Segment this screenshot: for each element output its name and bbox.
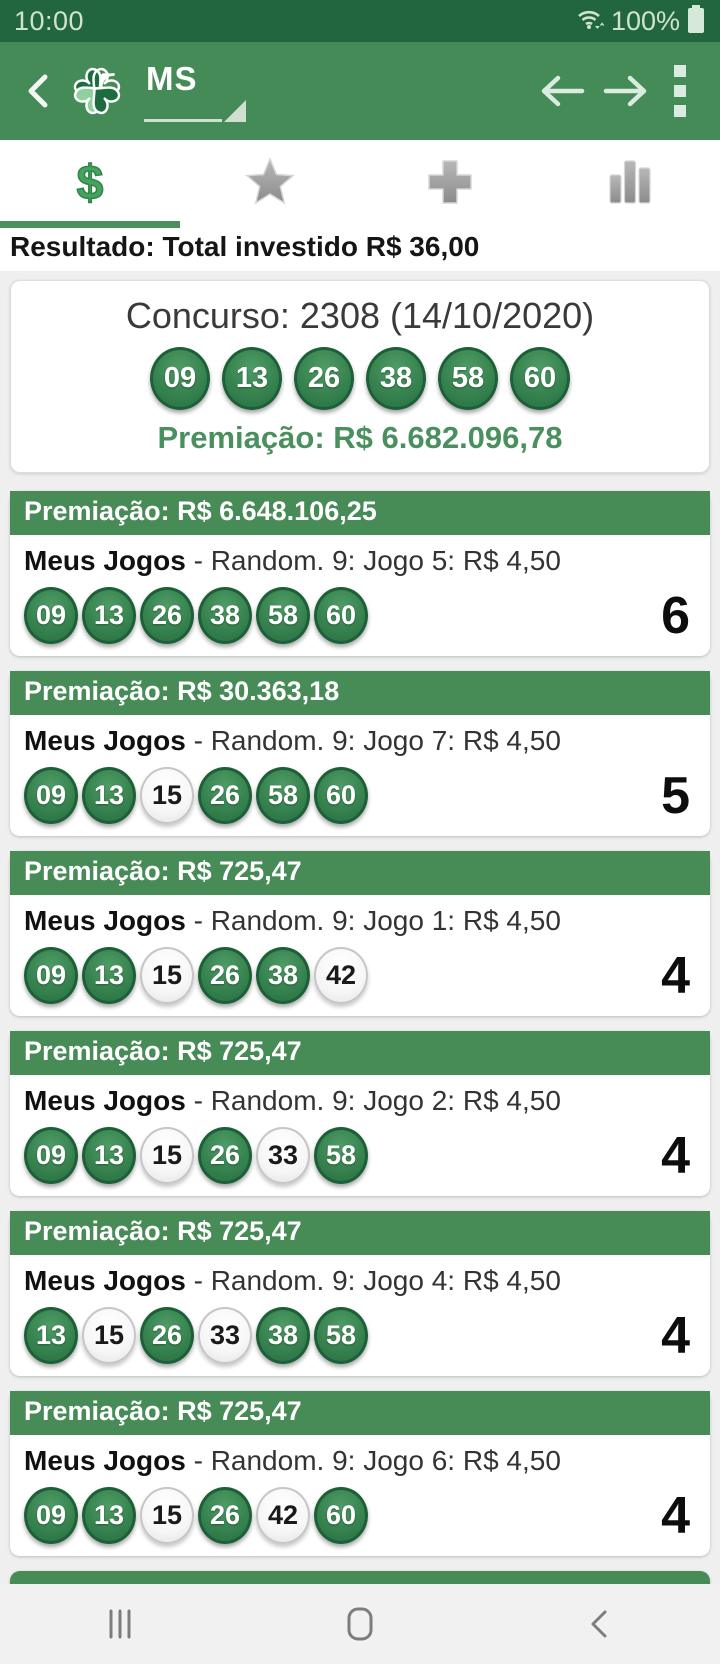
game-label (24, 725, 700, 757)
game-result-card[interactable] (10, 1211, 710, 1376)
lottery-ball: 58 (314, 1307, 368, 1364)
lottery-ball: 13 (82, 767, 136, 824)
game-balls (24, 767, 372, 824)
lottery-ball: 60 (510, 347, 570, 410)
region-selector-value: MS (146, 60, 198, 97)
lottery-ball: 09 (24, 1487, 78, 1544)
game-prize-header (10, 1031, 710, 1075)
lottery-ball: 58 (314, 1127, 368, 1184)
game-prize-text: Premiação: R$ 725,47 (24, 1396, 302, 1426)
lottery-ball: 26 (294, 347, 354, 410)
lottery-ball: 26 (198, 947, 252, 1004)
game-result-card[interactable] (10, 1391, 710, 1556)
draw-prize: Premiação: R$ 6.682.096,78 (157, 420, 563, 455)
lottery-ball: 38 (256, 947, 310, 1004)
draw-result-card (10, 280, 710, 473)
lottery-ball: 26 (140, 587, 194, 644)
app-bar (0, 42, 720, 140)
lottery-ball: 58 (438, 347, 498, 410)
lottery-ball: 38 (198, 587, 252, 644)
lottery-ball: 13 (82, 1487, 136, 1544)
lottery-ball: 42 (314, 947, 368, 1004)
game-prize-text: Premiação: R$ 725,47 (24, 1216, 302, 1246)
game-label (24, 1085, 700, 1117)
region-selector[interactable] (144, 60, 246, 122)
lottery-ball: 26 (198, 767, 252, 824)
active-tab-indicator (0, 221, 180, 228)
lottery-ball: 60 (314, 767, 368, 824)
lottery-ball: 58 (256, 587, 310, 644)
dropdown-triangle-icon (224, 100, 246, 122)
game-card-body (10, 1255, 710, 1376)
game-ball-row (24, 767, 700, 824)
game-label-bold: Meus Jogos (24, 905, 186, 936)
next-arrow-icon[interactable] (594, 59, 658, 123)
recents-icon[interactable] (0, 1584, 240, 1664)
lottery-ball: 60 (314, 1487, 368, 1544)
game-balls (24, 947, 372, 1004)
game-label-rest: - Random. 9: Jogo 7: R$ 4,50 (185, 725, 561, 756)
draw-title: Concurso: 2308 (14/10/2020) (125, 295, 595, 336)
game-label (24, 1445, 700, 1477)
lottery-ball: 13 (222, 347, 282, 410)
lottery-ball: 26 (198, 1487, 252, 1544)
back-icon[interactable] (18, 67, 58, 115)
android-nav-bar (0, 1584, 720, 1664)
game-card-body (10, 535, 710, 656)
games-list (0, 491, 720, 1556)
tab-bar (0, 140, 720, 228)
game-prize-text: Premiação: R$ 30.363,18 (24, 676, 340, 706)
tab-add-game[interactable] (360, 140, 540, 228)
lottery-ball: 09 (24, 1127, 78, 1184)
star-icon (244, 157, 296, 212)
plus-icon (426, 158, 474, 211)
lottery-ball: 15 (140, 947, 194, 1004)
game-label-rest: - Random. 9: Jogo 5: R$ 4,50 (185, 545, 561, 576)
wifi-icon (575, 4, 605, 39)
overflow-menu-icon[interactable] (658, 59, 702, 123)
game-hit-count: 4 (661, 946, 690, 1005)
dollar-icon: $ (76, 157, 104, 210)
game-label-rest: - Random. 9: Jogo 1: R$ 4,50 (185, 905, 561, 936)
game-balls (24, 1487, 372, 1544)
game-hit-count: 4 (661, 1306, 690, 1365)
tab-statistics[interactable] (540, 140, 720, 228)
total-invested-summary: Resultado: Total investido R$ 36,00 (0, 228, 720, 271)
lottery-ball: 09 (24, 587, 78, 644)
game-label (24, 545, 700, 577)
lottery-ball: 13 (24, 1307, 78, 1364)
lottery-ball: 58 (256, 767, 310, 824)
home-icon[interactable] (240, 1584, 480, 1664)
game-label-bold: Meus Jogos (24, 545, 186, 576)
game-label-rest: - Random. 9: Jogo 4: R$ 4,50 (185, 1265, 561, 1296)
game-balls (24, 1127, 372, 1184)
lottery-ball: 15 (140, 1127, 194, 1184)
lottery-ball: 38 (256, 1307, 310, 1364)
game-prize-header (10, 1391, 710, 1435)
game-prize-text: Premiação: R$ 6.648.106,25 (24, 496, 377, 526)
game-label-bold: Meus Jogos (24, 725, 186, 756)
game-ball-row (24, 947, 700, 1004)
game-ball-row (24, 1307, 700, 1364)
lottery-ball: 26 (140, 1307, 194, 1364)
lottery-ball: 09 (24, 767, 78, 824)
lottery-ball: 09 (24, 947, 78, 1004)
clover-logo (64, 58, 130, 124)
battery-percent: 100% (610, 5, 680, 36)
game-hit-count: 4 (661, 1486, 690, 1545)
game-balls (24, 1307, 372, 1364)
game-card-body (10, 1075, 710, 1196)
game-balls (24, 587, 372, 644)
game-prize-text: Premiação: R$ 725,47 (24, 1036, 302, 1066)
game-hit-count: 6 (661, 586, 690, 645)
game-label-rest: - Random. 9: Jogo 6: R$ 4,50 (185, 1445, 561, 1476)
game-card-body (10, 895, 710, 1016)
game-result-card[interactable] (10, 671, 710, 836)
status-bar (0, 0, 720, 42)
game-label-bold: Meus Jogos (24, 1265, 186, 1296)
game-card-body (10, 1435, 710, 1556)
game-label-bold: Meus Jogos (24, 1085, 186, 1116)
lottery-ball: 13 (82, 1127, 136, 1184)
game-result-card[interactable] (10, 1031, 710, 1196)
lottery-ball: 33 (198, 1307, 252, 1364)
lottery-ball: 26 (198, 1127, 252, 1184)
lottery-ball: 42 (256, 1487, 310, 1544)
game-label (24, 905, 700, 937)
game-result-card[interactable] (10, 491, 710, 656)
partial-next-card-header (10, 1571, 710, 1584)
results-scroll-area[interactable] (0, 271, 720, 1584)
battery-icon (686, 3, 706, 40)
clock: 10:00 (14, 5, 85, 36)
lottery-ball: 38 (366, 347, 426, 410)
lottery-ball: 13 (82, 947, 136, 1004)
region-selector-dropdown (144, 100, 246, 122)
bar-chart-icon (606, 157, 654, 212)
tab-favorites[interactable] (180, 140, 360, 228)
prev-arrow-icon[interactable] (530, 59, 594, 123)
game-result-card[interactable] (10, 851, 710, 1016)
lottery-ball: 15 (140, 767, 194, 824)
game-prize-header (10, 491, 710, 535)
draw-balls (17, 347, 703, 410)
game-hit-count: 4 (661, 1126, 690, 1185)
game-prize-text: Premiação: R$ 725,47 (24, 856, 302, 886)
lottery-ball: 60 (314, 587, 368, 644)
tab-results[interactable] (0, 140, 180, 228)
lottery-ball: 33 (256, 1127, 310, 1184)
game-label-bold: Meus Jogos (24, 1445, 186, 1476)
game-card-body (10, 715, 710, 836)
lottery-ball: 15 (140, 1487, 194, 1544)
game-ball-row (24, 1127, 700, 1184)
game-label (24, 1265, 700, 1297)
game-prize-header (10, 1211, 710, 1255)
game-ball-row (24, 587, 700, 644)
lottery-ball: 13 (82, 587, 136, 644)
game-ball-row (24, 1487, 700, 1544)
back-nav-icon[interactable] (480, 1584, 720, 1664)
game-hit-count: 5 (661, 766, 690, 825)
game-prize-header (10, 851, 710, 895)
game-label-rest: - Random. 9: Jogo 2: R$ 4,50 (185, 1085, 561, 1116)
game-prize-header (10, 671, 710, 715)
lottery-ball: 15 (82, 1307, 136, 1364)
lottery-ball: 09 (150, 347, 210, 410)
